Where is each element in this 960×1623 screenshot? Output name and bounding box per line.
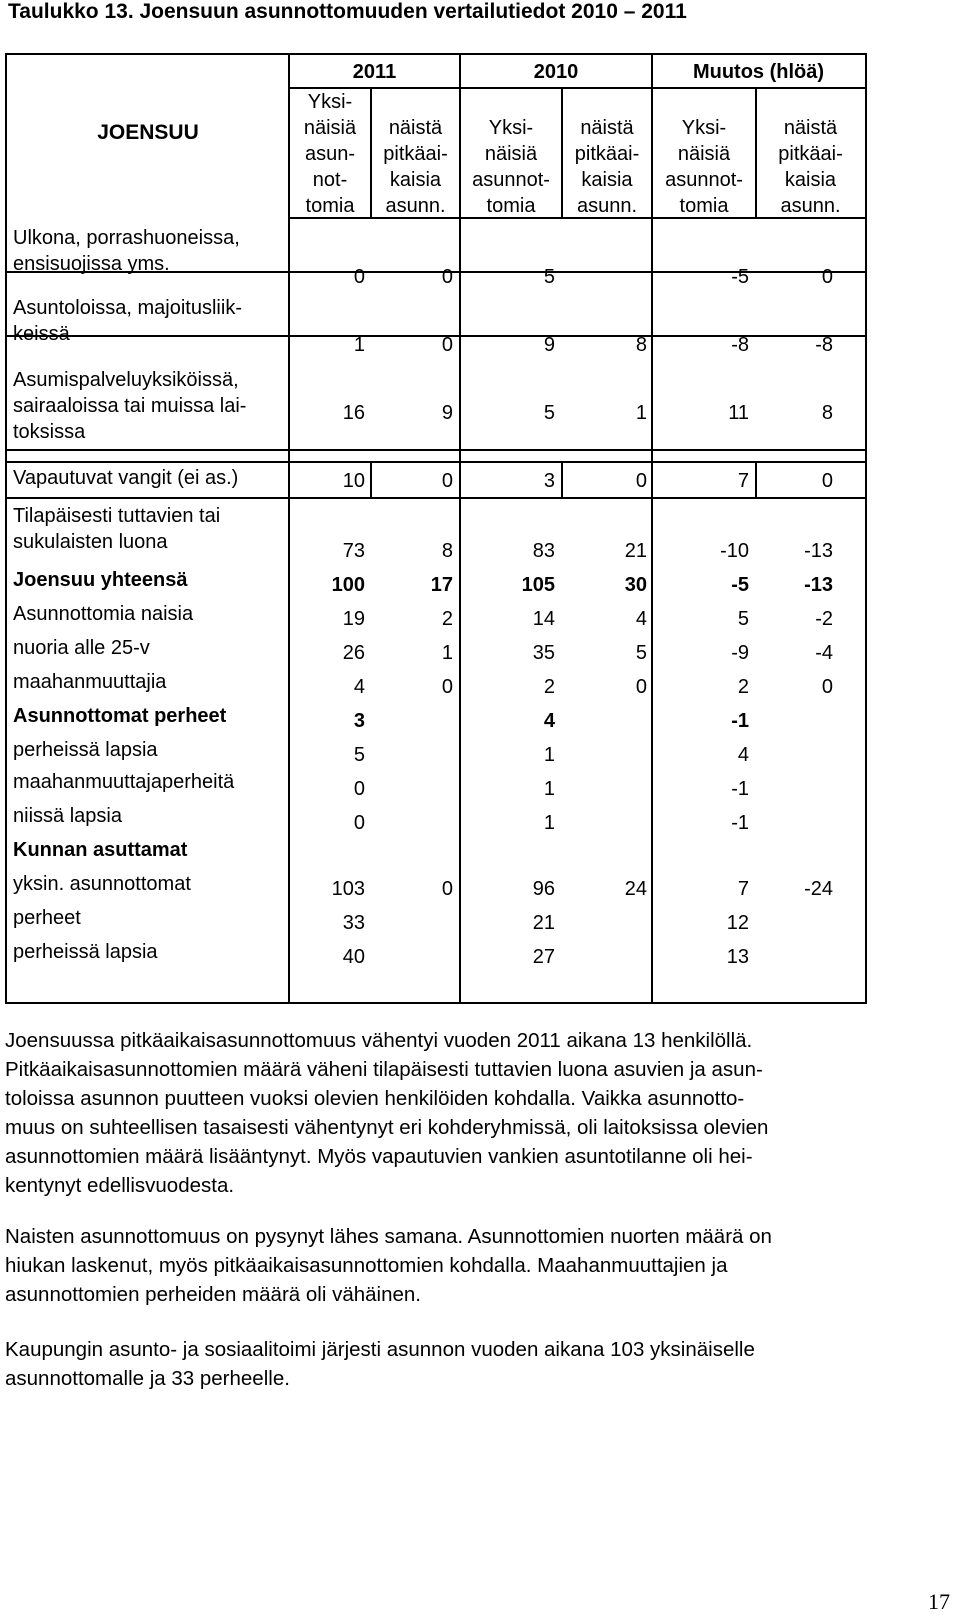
table-cell: 5 xyxy=(737,608,749,630)
paragraph-line: Kaupungin asunto- ja sosiaalitoimi järjesti asunnon vuoden aikana 103 yksinäiselle xyxy=(5,1338,755,1361)
table-cell: 21 xyxy=(532,912,555,934)
row-label-line: Asunnottomia naisia xyxy=(13,603,194,625)
paragraph xyxy=(5,1026,955,1200)
table-cell: 30 xyxy=(624,574,647,596)
row-label xyxy=(13,871,191,897)
table-cell: 4 xyxy=(635,608,647,630)
row-label xyxy=(13,503,220,555)
row-label xyxy=(13,367,246,445)
table-cell: -1 xyxy=(731,812,749,834)
row-label-line: maahanmuuttajia xyxy=(13,671,167,693)
table-cell: -5 xyxy=(731,574,749,596)
table-cell: 19 xyxy=(342,608,365,630)
column-divider xyxy=(370,461,372,497)
table-cell: 0 xyxy=(821,470,833,492)
subheader-line: Yksi- xyxy=(681,117,727,139)
table-cell: -5 xyxy=(731,266,749,288)
row-label xyxy=(13,465,238,491)
row-label-line: perheissä lapsia xyxy=(13,941,158,963)
row-label-line: maahanmuuttajaperheitä xyxy=(13,771,235,793)
table-cell: 4 xyxy=(737,744,749,766)
table-cell: 0 xyxy=(441,676,453,698)
table-cell: 0 xyxy=(821,266,833,288)
table-cell: 12 xyxy=(726,912,749,934)
table-cell: 4 xyxy=(353,676,365,698)
row-label-line: Joensuu yhteensä xyxy=(13,569,188,591)
column-subheader xyxy=(371,115,460,219)
comparison-table xyxy=(5,53,867,1004)
table-cell: 0 xyxy=(441,470,453,492)
row-label xyxy=(13,905,81,931)
column-subheader xyxy=(289,89,371,219)
table-cell: 40 xyxy=(342,946,365,968)
row-label-line: yksin. asunnottomat xyxy=(13,873,191,895)
table-cell: -13 xyxy=(804,574,833,596)
row-label-line: Asunnottomat perheet xyxy=(13,705,227,727)
subheader-line: näisiä xyxy=(303,117,357,139)
table-cell: 1 xyxy=(543,812,555,834)
row-label xyxy=(13,703,226,729)
subheader-line: asunnot- xyxy=(665,169,743,191)
table-cell: 1 xyxy=(441,642,453,664)
table-cell: 35 xyxy=(532,642,555,664)
table-cell: 0 xyxy=(353,812,365,834)
table-cell: 5 xyxy=(353,744,365,766)
year-header: 2011 xyxy=(352,61,397,83)
row-divider xyxy=(7,497,865,499)
table-cell: 100 xyxy=(331,574,365,596)
subheader-line: näistä xyxy=(783,117,838,139)
table-cell: 3 xyxy=(543,470,555,492)
row-label xyxy=(13,769,234,795)
table-cell: -10 xyxy=(720,540,749,562)
row-divider xyxy=(7,461,865,463)
row-label-line: keissä xyxy=(13,323,70,345)
row-label xyxy=(13,669,166,695)
paragraph-line: Naisten asunnottomuus on pysynyt lähes samana. Asunnottomien nuorten määrä on xyxy=(5,1225,772,1248)
table-cell: 13 xyxy=(726,946,749,968)
table-cell: 8 xyxy=(441,540,453,562)
column-subheader xyxy=(652,115,756,219)
subheader-line: tomia xyxy=(305,195,355,217)
row-label-line: sairaaloissa tai muissa lai- xyxy=(13,395,247,417)
row-label-line: Asumispalveluyksiköissä, xyxy=(13,369,239,391)
row-label-line: sukulaisten luona xyxy=(13,531,168,553)
subheader-line: tomia xyxy=(486,195,536,217)
table-cell: 83 xyxy=(532,540,555,562)
row-label-line: Vapautuvat vangit (ei as.) xyxy=(13,467,239,489)
table-cell: -2 xyxy=(815,608,833,630)
table-cell: 11 xyxy=(728,402,749,424)
subheader-line: näisiä xyxy=(484,143,538,165)
subheader-line: näisiä xyxy=(677,143,731,165)
table-cell: 103 xyxy=(331,878,365,900)
subheader-line: pitkäai- xyxy=(778,143,843,165)
table-cell: 21 xyxy=(624,540,647,562)
subheader-line: näistä xyxy=(388,117,443,139)
paragraph-line: muus on suhteellisen tasaisesti vähentynyt eri kohderyhmissä, oli laitoksissa olevien xyxy=(5,1116,769,1139)
page-title: Taulukko 13. Joensuun asunnottomuuden vertailutiedot 2010 – 2011 xyxy=(8,0,687,23)
table-cell: 0 xyxy=(353,778,365,800)
row-label xyxy=(13,837,187,863)
row-label-line: perheissä lapsia xyxy=(13,739,158,761)
table-cell: -1 xyxy=(731,710,749,732)
table-cell: 0 xyxy=(441,878,453,900)
table-cell: 33 xyxy=(342,912,365,934)
row-label-line: nuoria alle 25-v xyxy=(13,637,150,659)
table-cell: 2 xyxy=(441,608,453,630)
subheader-line: kaisia xyxy=(784,169,837,191)
paragraph-line: Joensuussa pitkäaikaisasunnottomuus vähentyi vuoden 2011 aikana 13 henkilöllä. xyxy=(5,1029,753,1052)
row-label-line: Ulkona, porrashuoneissa, xyxy=(13,227,240,249)
page-number: 17 xyxy=(928,1589,950,1614)
table-cell: 0 xyxy=(353,266,365,288)
table-cell: -8 xyxy=(731,334,749,356)
subheader-line: näistä xyxy=(580,117,634,139)
table-cell: 2 xyxy=(737,676,749,698)
table-cell: -13 xyxy=(804,540,833,562)
table-cell: 5 xyxy=(543,402,555,424)
subheader-line: asunn. xyxy=(780,195,841,217)
table-cell: 26 xyxy=(342,642,365,664)
paragraph xyxy=(5,1335,955,1393)
table-cell: 7 xyxy=(737,878,749,900)
paragraph xyxy=(5,1222,955,1309)
subheader-line: asun- xyxy=(304,143,356,165)
subheader-line: pitkäai- xyxy=(383,143,448,165)
row-label-line: Asuntoloissa, majoitusliik- xyxy=(13,297,242,319)
paragraph-line: hiukan laskenut, myös pitkäaikaisasunnottomien kohdalla. Maahanmuuttajien ja xyxy=(5,1254,728,1277)
paragraph-line: toloissa asunnon puutteen vuoksi olevien henkilöiden kohdalla. Vaikka asunnotto- xyxy=(5,1087,745,1110)
table-cell: 10 xyxy=(342,470,365,492)
table-cell: 8 xyxy=(635,334,647,356)
paragraph-line: asunnottomien perheiden määrä oli vähäinen. xyxy=(5,1283,421,1306)
table-cell: 3 xyxy=(353,710,365,732)
table-cell: 0 xyxy=(441,266,453,288)
table-cell: -1 xyxy=(731,778,749,800)
subheader-line: kaisia xyxy=(389,169,442,191)
table-cell: 9 xyxy=(543,334,555,356)
table-cell: 17 xyxy=(430,574,453,596)
row-label xyxy=(13,737,158,763)
row-label xyxy=(13,225,240,277)
table-cell: 16 xyxy=(342,402,365,424)
year-header: Muutos (hlöä) xyxy=(692,61,825,83)
paragraph-line: Pitkäaikaisasunnottomien määrä väheni tilapäisesti tuttavien luona asuvien ja asun- xyxy=(5,1058,763,1081)
table-cell: 8 xyxy=(821,402,833,424)
table-cell: 105 xyxy=(521,574,555,596)
row-label xyxy=(13,803,122,829)
corner-label: JOENSUU xyxy=(97,121,199,144)
table-cell: -8 xyxy=(815,334,833,356)
paragraph-line: asunnottomalle ja 33 perheelle. xyxy=(5,1367,290,1390)
table-cell: 1 xyxy=(543,744,555,766)
table-cell: 14 xyxy=(532,608,555,630)
row-label xyxy=(13,939,158,965)
column-subheader xyxy=(562,115,652,219)
row-label-line: ensisuojissa yms. xyxy=(13,253,170,275)
table-cell: 1 xyxy=(353,334,365,356)
table-cell: 4 xyxy=(543,710,555,732)
row-label xyxy=(13,601,193,627)
subheader-line: asunn. xyxy=(576,195,638,217)
table-cell: 5 xyxy=(635,642,647,664)
paragraph-line: asunnottomien määrä lisääntynyt. Myös vapautuvien vankien asuntotilanne oli hei- xyxy=(5,1145,753,1168)
subheader-line: asunn. xyxy=(385,195,446,217)
table-cell: 24 xyxy=(624,878,647,900)
table-cell: 1 xyxy=(635,402,647,424)
row-divider xyxy=(7,449,865,451)
row-label xyxy=(13,567,188,593)
row-label xyxy=(13,295,242,347)
row-label-line: perheet xyxy=(13,907,81,929)
table-cell: 0 xyxy=(441,334,453,356)
row-label-line: Kunnan asuttamat xyxy=(13,839,188,861)
header-year-divider xyxy=(289,87,865,89)
table-cell: 27 xyxy=(532,946,555,968)
subheader-line: Yksi- xyxy=(488,117,534,139)
subheader-line: asunnot- xyxy=(472,169,550,191)
subheader-line: kaisia xyxy=(581,169,633,191)
table-cell: 7 xyxy=(737,470,749,492)
subheader-line: tomia xyxy=(679,195,729,217)
table-cell: 0 xyxy=(821,676,833,698)
table-cell: 0 xyxy=(635,676,647,698)
row-label-line: niissä lapsia xyxy=(13,805,122,827)
table-cell: -9 xyxy=(731,642,749,664)
column-subheader xyxy=(756,115,865,219)
table-cell: 73 xyxy=(342,540,365,562)
subheader-line: Yksi- xyxy=(307,91,353,113)
row-label-line: toksissa xyxy=(13,421,86,443)
table-cell: 96 xyxy=(532,878,555,900)
subheader-line: pitkäai- xyxy=(574,143,640,165)
table-cell: 9 xyxy=(441,402,453,424)
column-divider xyxy=(561,461,563,497)
subheader-line: not- xyxy=(312,169,348,191)
table-cell: 5 xyxy=(543,266,555,288)
row-label xyxy=(13,635,150,661)
year-header: 2010 xyxy=(533,61,579,83)
table-cell: 2 xyxy=(543,676,555,698)
row-label-line: Tilapäisesti tuttavien tai xyxy=(13,505,221,527)
column-subheader xyxy=(460,115,562,219)
paragraph-line: kentynyt edellisvuodesta. xyxy=(5,1174,235,1197)
table-cell: 0 xyxy=(635,470,647,492)
table-cell: -24 xyxy=(804,878,833,900)
table-cell: -4 xyxy=(815,642,833,664)
table-cell: 1 xyxy=(543,778,555,800)
